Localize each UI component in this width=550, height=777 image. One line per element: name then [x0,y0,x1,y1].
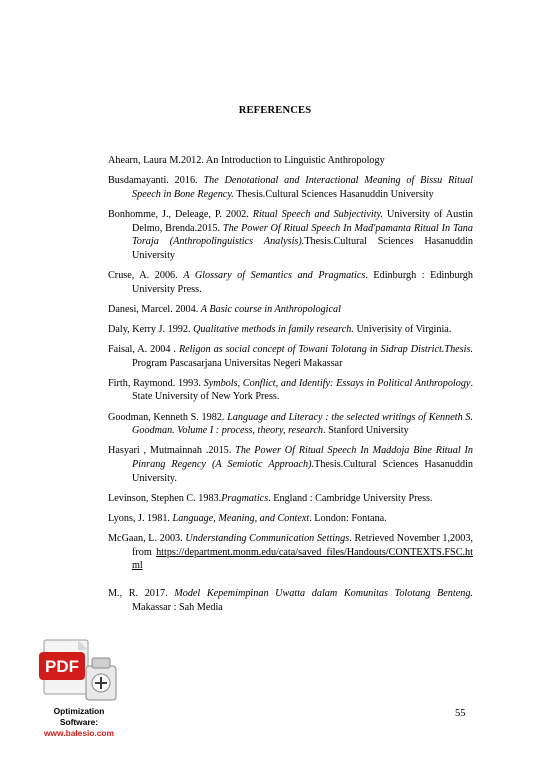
reference-entry [108,303,473,317]
reference-text: Univerisity of Virginia. [353,323,452,335]
reference-text: . Retrieved November 1,2003, from [132,533,473,558]
badge-title: Optimization Software: [53,706,105,727]
pdf-icon-text: PDF [45,657,79,676]
reference-text: Program Pascasarjana Universitas Negeri Makassar [132,357,343,369]
reference-text: Thesis.Cultural Sciences Hasanuddin University. [132,459,473,484]
reference-title: A Basic course in Anthropological [200,303,341,315]
badge-url[interactable]: www.balesio.com [44,728,114,738]
reference-entry [108,532,473,573]
reference-text: Firth, Raymond. 1993. [108,377,204,389]
reference-text: Cruse, A. 2006. [108,269,184,281]
reference-title: Ritual Speech and Subjectivity. [252,208,384,220]
reference-text: . Edinburgh : Edinburgh University Press. [132,269,473,295]
reference-text: Thesis.Cultural Sciences Hasanuddin University [233,188,434,200]
pdf-optimizer-badge[interactable] [34,638,124,738]
reference-entry [108,411,473,438]
reference-text: Thesis.Cultural Sciences Hasanuddin University [132,236,473,261]
reference-entry [108,269,473,296]
reference-text: Makassar : Sah Media [132,601,223,613]
reference-text: . State University of New York Press. [132,377,473,403]
reference-entry [108,492,473,506]
reference-text: Levinson, Stephen C. 1983. [108,492,222,504]
reference-entry [108,343,473,370]
reference-entry [108,377,473,404]
reference-title: The Power Of Ritual Speech In Maddoja Bine Ritual In Pinrang Regency (A Semiotic Approach). [132,445,473,471]
reference-title: The Denotational and Interactional Meaning of Bissu Ritual Speech in Bone Regency. [132,175,473,200]
reference-text: McGaan, L. 2003. [108,533,186,545]
reference-text: Busdamayanti. 2016. [108,175,204,187]
reference-text: Goodman, Kenneth S. 1982. [108,411,228,423]
reference-entry [108,208,473,262]
reference-text: Bonhomme, J., Deleage, P. 2002. [108,208,253,220]
reference-title: Language and Literacy : the selected writings of Kenneth S. Goodman. Volume I : process, theory, research [132,411,474,437]
pdf-document-icon [38,638,122,706]
reference-entry [108,587,473,614]
reference-link[interactable]: https://department.monm.edu/cata/saved_files/Handouts/CONTEXTS.FSC.html [132,546,473,572]
reference-entry [108,154,473,168]
reference-title: Pragmatics [221,492,269,504]
reference-title: Symbols, Conflict, and Identify: Essays in Political Anthropology [203,377,471,389]
page-number: 55 [455,708,466,719]
reference-entry [108,323,473,337]
reference-title: The Power Of Ritual Speech In Mađ'pamanta Ritual In Tana Toraja (Anthropolinguistics Analysis). [132,222,473,248]
reference-title: Religon as social concept of Towani Tolotang in Sidrap District.Thesis. [178,344,473,356]
reference-title: Language, Meaning, and Context [172,513,310,524]
reference-text: . England : Cambridge University Press. [268,492,433,504]
reference-text: Lyons, J. 1981. [108,513,173,524]
reference-text: M., R. 2017. [108,587,175,599]
reference-title: Understanding Communication Settings [185,533,350,545]
reference-text: Hasyari , Mutmainnah .2015. [108,445,236,457]
reference-entry [108,444,473,485]
reference-title: A Glossary of Semantics and Pragmatics [183,269,366,281]
reference-text: . London: Fontana. [309,513,387,524]
reference-list [108,154,473,621]
reference-text: Daly, Kerry J. 1992. [108,323,194,335]
reference-text: Danesi, Marcel. 2004. [108,303,201,315]
reference-entry [108,174,473,201]
reference-text: University of Austin Delmo, Brenda.2015. [132,208,473,234]
badge-label [34,706,124,739]
reference-text: . Stanford University [322,425,409,437]
reference-title: Qualitative methods in family research. [193,323,354,335]
reference-title: Model Kepemimpinan Uwatta dalam Komunitas Tolotang Benteng. [174,587,473,599]
references-heading: REFERENCES [238,105,312,116]
reference-text: Faisal, A. 2004 . [108,344,179,356]
reference-text: Ahearn, Laura M.2012. An Introduction to Linguistic Anthropology [108,155,385,166]
reference-entry [108,512,473,526]
